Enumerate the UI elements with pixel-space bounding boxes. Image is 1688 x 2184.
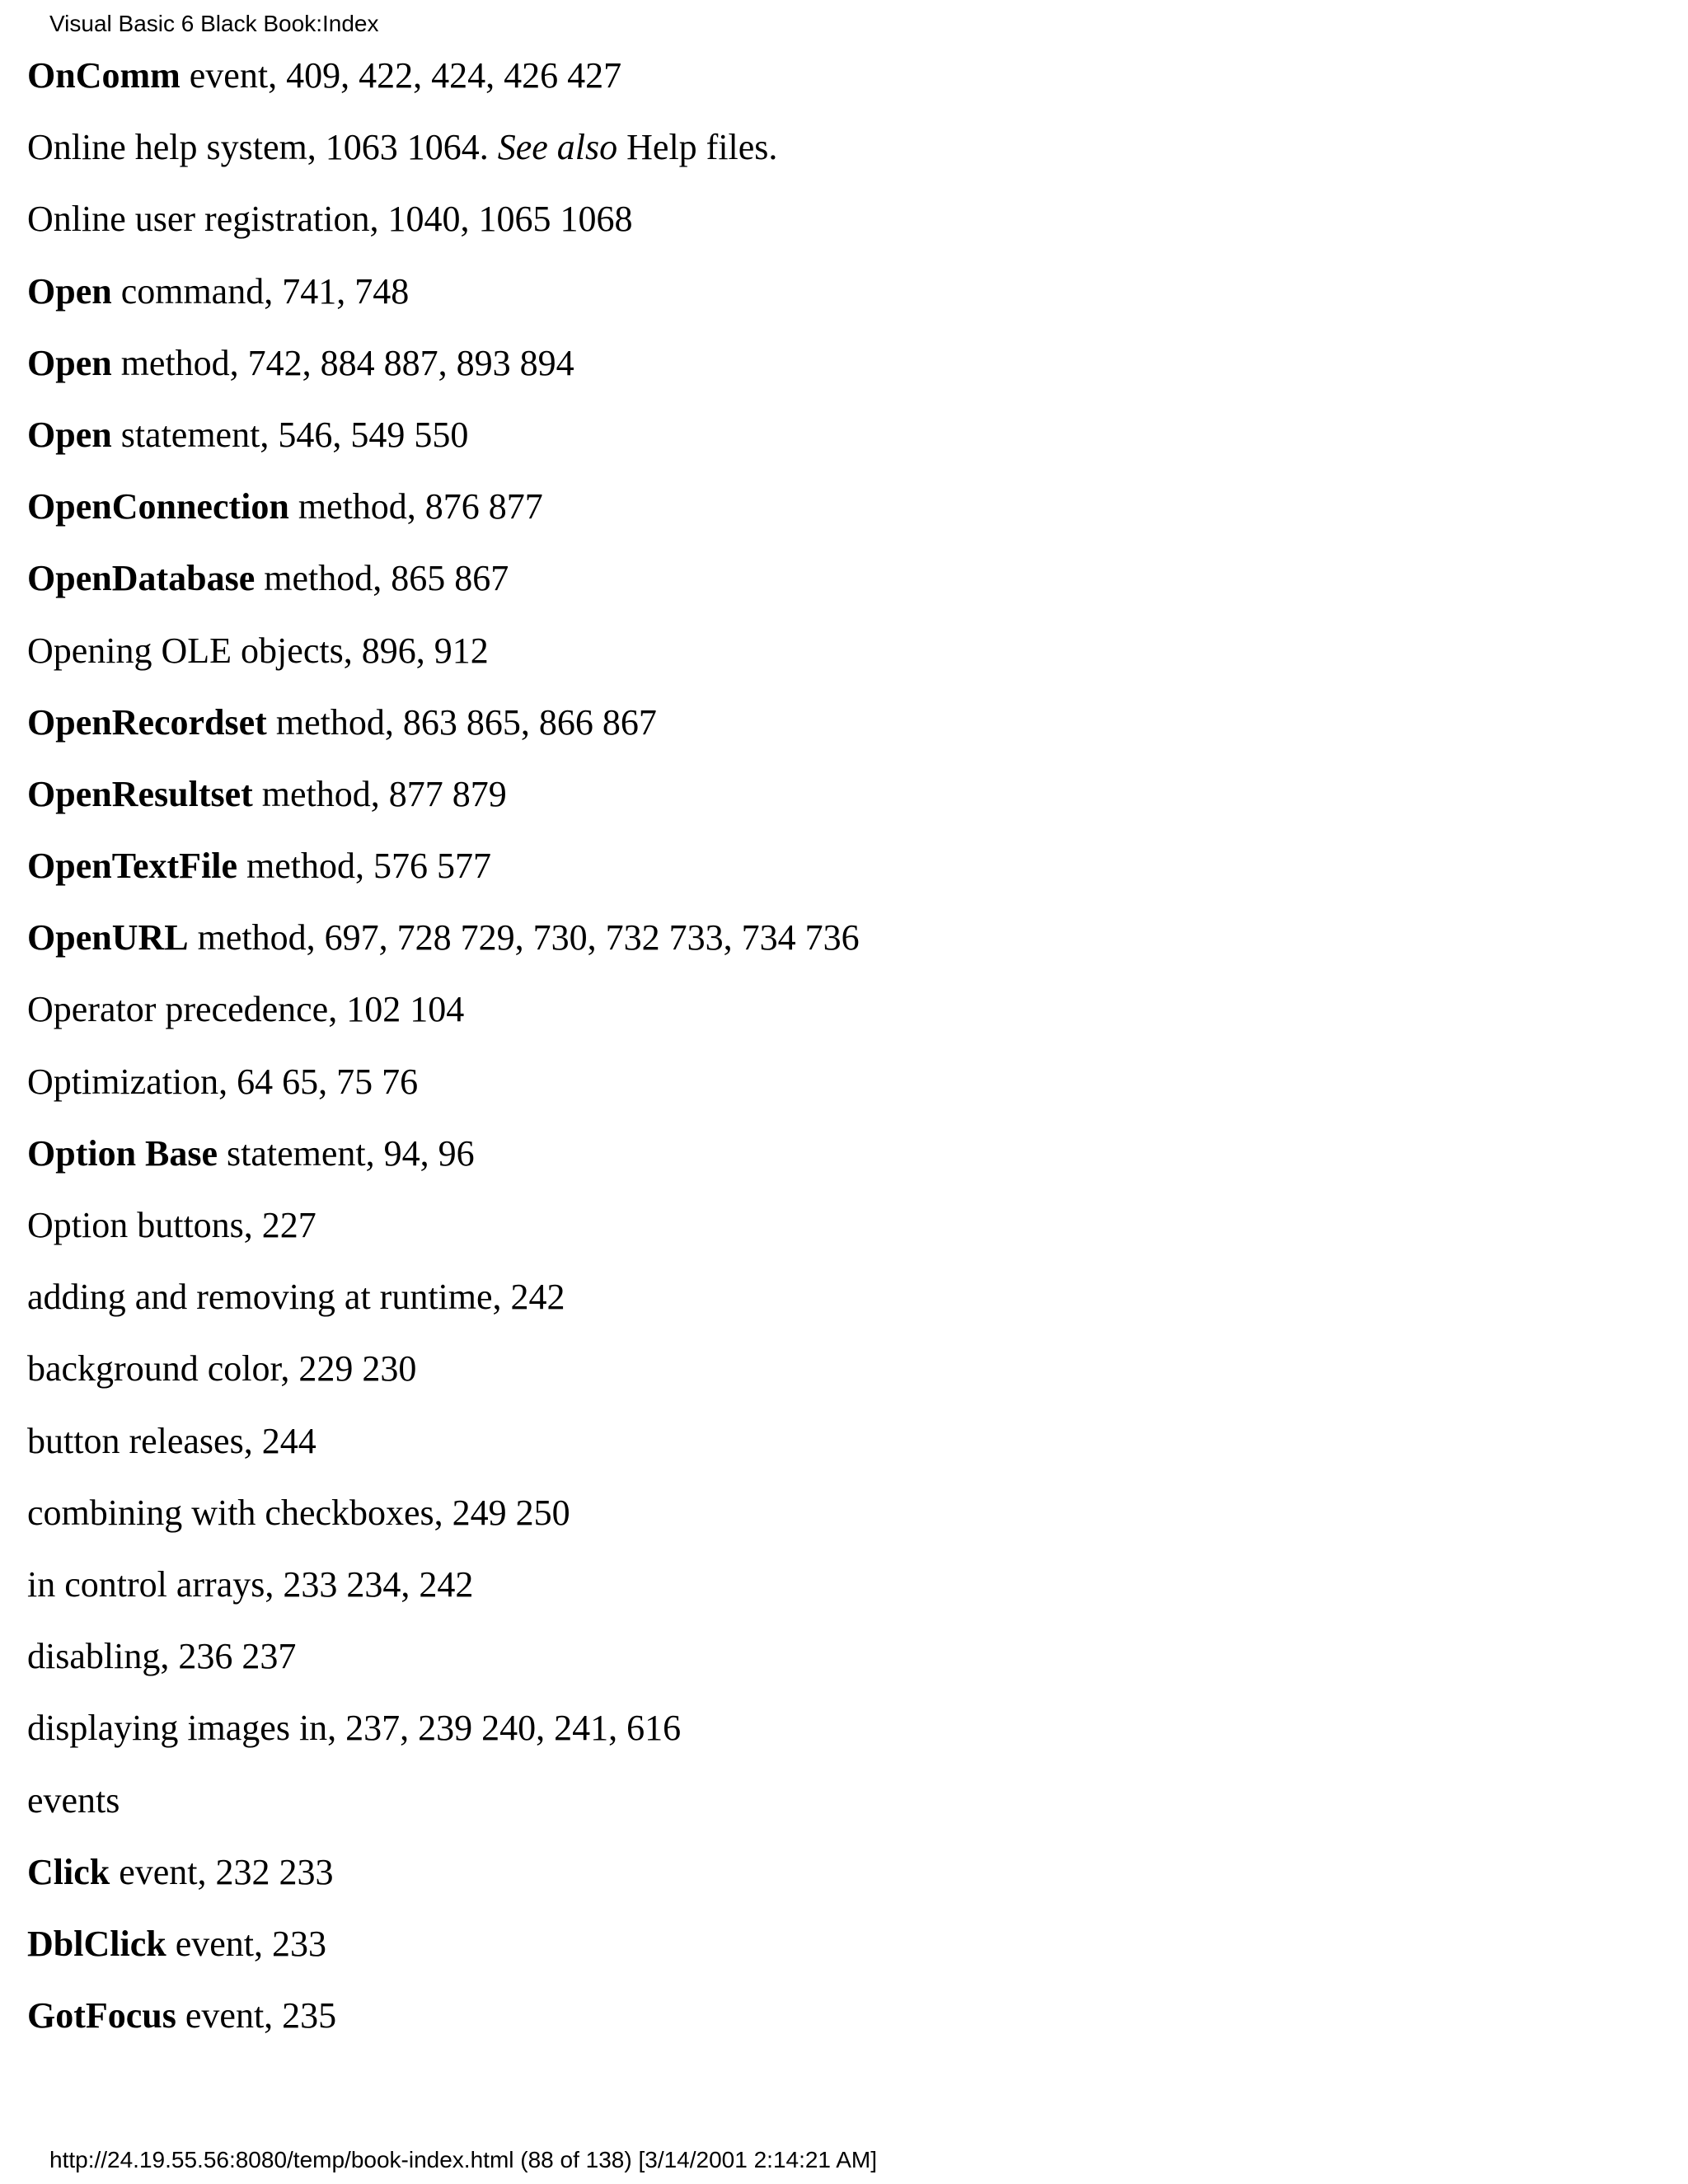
index-term: OpenResultset <box>27 773 253 814</box>
index-entry <box>27 1344 860 1416</box>
index-text: Optimization, 64 65, 75 76 <box>27 1061 419 1102</box>
index-text: statement, 546, 549 550 <box>111 414 469 455</box>
index-entry <box>27 1560 860 1632</box>
index-entry <box>27 339 860 410</box>
index-entry <box>27 267 860 339</box>
index-text: displaying images in, 237, 239 240, 241, 616 <box>27 1708 682 1749</box>
index-text: Operator precedence, 102 104 <box>27 989 465 1030</box>
index-term: OnComm <box>27 55 181 96</box>
index-entry <box>27 1991 860 2063</box>
index-text: disabling, 236 237 <box>27 1636 297 1677</box>
index-text: Opening OLE objects, 896, 912 <box>27 630 489 671</box>
index-entry <box>27 913 860 985</box>
index-text: in control arrays, 233 234, 242 <box>27 1563 474 1605</box>
index-text: button releases, 244 <box>27 1420 316 1461</box>
index-text: command, 741, 748 <box>111 270 410 312</box>
index-term: Option Base <box>27 1132 218 1174</box>
index-text: combining with checkboxes, 249 250 <box>27 1492 570 1533</box>
index-entry <box>27 482 860 554</box>
index-text: Online user registration, 1040, 1065 1068 <box>27 199 633 240</box>
index-entry <box>27 1704 860 1775</box>
index-entry <box>27 1129 860 1201</box>
index-text: events <box>27 1779 120 1821</box>
page-footer-url: http://24.19.55.56:8080/temp/book-index.html (88 of 138) [3/14/2001 2:14:21 AM] <box>49 2147 878 2172</box>
index-text: method, 576 577 <box>237 846 492 887</box>
index-term: OpenRecordset <box>27 701 267 743</box>
index-list <box>27 51 860 2063</box>
index-entry <box>27 1848 860 1919</box>
index-entry <box>27 985 860 1057</box>
index-entry <box>27 1919 860 1991</box>
index-entry <box>27 626 860 698</box>
index-term: OpenTextFile <box>27 846 238 887</box>
index-term: OpenURL <box>27 917 189 958</box>
index-text: background color, 229 230 <box>27 1348 417 1390</box>
index-entry <box>27 123 860 194</box>
index-entry <box>27 770 860 841</box>
index-entry <box>27 1417 860 1488</box>
index-term: GotFocus <box>27 1995 176 2036</box>
index-entry <box>27 1488 860 1560</box>
index-entry <box>27 194 860 266</box>
index-entry <box>27 410 860 482</box>
index-text: event, 232 233 <box>110 1851 334 1892</box>
index-text: Option buttons, 227 <box>27 1205 316 1245</box>
index-entry <box>27 1272 860 1344</box>
index-entry <box>27 1057 860 1129</box>
index-text: adding and removing at runtime, 242 <box>27 1277 565 1318</box>
index-term: DblClick <box>27 1923 166 1964</box>
index-entry <box>27 1632 860 1704</box>
index-term: OpenDatabase <box>27 558 256 599</box>
index-text: event, 235 <box>176 1995 337 2036</box>
index-text: event, 409, 422, 424, 426 427 <box>180 55 622 96</box>
index-text: Online help system, 1063 1064. <box>27 127 498 168</box>
index-text: method, 865 867 <box>255 558 509 599</box>
index-entry <box>27 1201 860 1272</box>
index-text: event, 233 <box>166 1923 326 1964</box>
index-text: method, 697, 728 729, 730, 732 733, 734 736 <box>188 917 860 958</box>
index-text: method, 877 879 <box>252 773 507 814</box>
index-term: Click <box>27 1851 110 1892</box>
index-entry <box>27 1776 860 1848</box>
index-entry <box>27 841 860 913</box>
index-term: Open <box>27 342 112 383</box>
page-header: Visual Basic 6 Black Book:Index <box>49 11 379 36</box>
index-text: statement, 94, 96 <box>218 1132 475 1174</box>
index-entry <box>27 51 860 123</box>
index-text: method, 863 865, 866 867 <box>266 701 657 743</box>
index-text: method, 742, 884 887, 893 894 <box>111 342 574 383</box>
index-term: OpenConnection <box>27 486 289 527</box>
index-term: Open <box>27 270 112 312</box>
see-also-reference: See also <box>497 127 618 168</box>
index-text: method, 876 877 <box>288 486 543 527</box>
index-entry <box>27 698 860 770</box>
index-text-after: Help files. <box>617 127 778 168</box>
index-entry <box>27 554 860 626</box>
index-term: Open <box>27 414 112 455</box>
